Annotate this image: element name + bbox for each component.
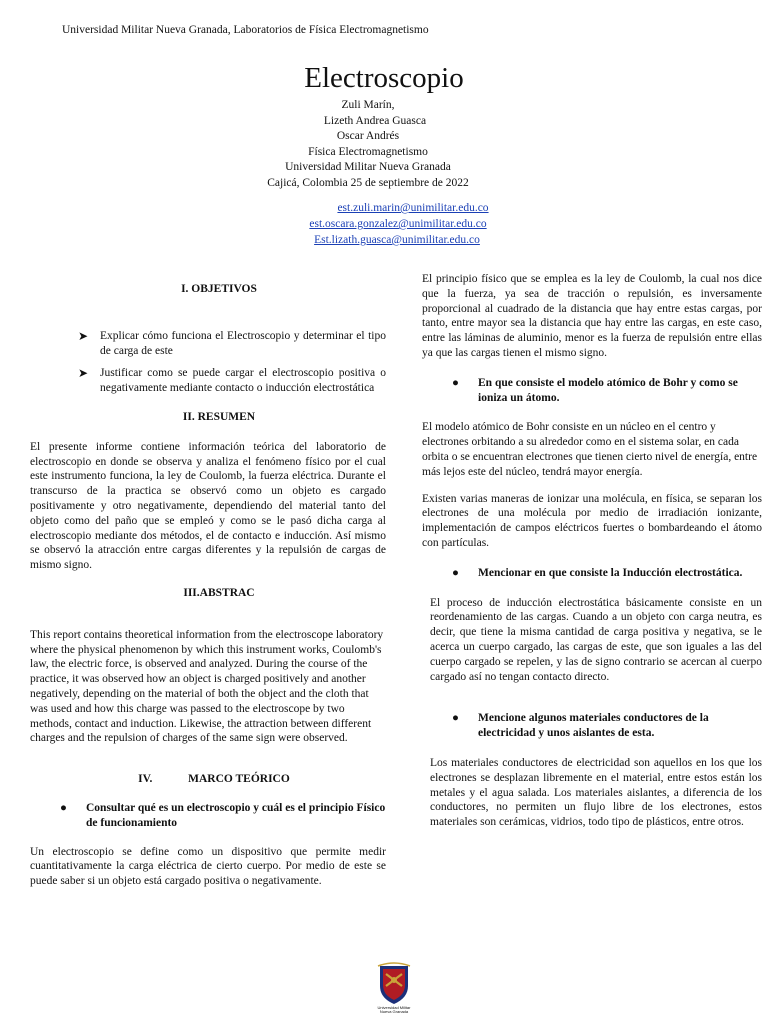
objective-item: ➤ Justificar como se puede cargar el electroscopio positiva o negativamente mediante contacto o inducción electrostática: [78, 366, 386, 395]
paper-title: Electroscopio: [304, 62, 464, 94]
question-item: ● En que consiste el modelo atómico de Bohr y como se ioniza un átomo.: [452, 376, 738, 404]
abstract-paragraph: This report contains theoretical information from the electroscope laboratory where the physical phenomenon by which this instrument works, Coulomb's law, the electric force, is observed and analyzed. During the course of the practice, it was observed how an object is charged positively and another negatively, depending on the material of both the object and the cloth that was used and how this charge was passed to the electroscope by two methods, contact and induction. Likewise, the attraction between different charges and the repulsion of charges of the same sign were observed.: [30, 628, 384, 745]
email-block: [0, 200, 766, 248]
email-link[interactable]: est.zuli.marin@unimilitar.edu.co: [337, 202, 489, 214]
question-item: ● Mencione algunos materiales conductores de la electricidad y unos aislantes de esta.: [452, 712, 709, 740]
objective-item: ➤ Explicar cómo funciona el Electroscopio y determinar el tipo de carga de este: [78, 328, 386, 357]
author-line: Lizeth Andrea Guasca: [323, 114, 427, 127]
author-line: Zuli Marín,: [341, 99, 395, 111]
bullet-icon: ●: [60, 801, 67, 814]
ionization-paragraph: Existen varias maneras de ionizar una molécula, en física, se separan los electrones de una molécula por medio de irradiación ionizante, implementación de campos eléctricos fuertes o bombardeando el átomo con partículas.: [422, 492, 762, 549]
place-date-line: Cajicá, Colombia 25 de septiembre de 2022: [267, 176, 469, 189]
email-link[interactable]: est.oscara.gonzalez@unimilitar.edu.co: [309, 218, 487, 230]
section-heading-objetivos: I. OBJETIVOS: [181, 283, 257, 295]
arrow-bullet-icon: ➤: [78, 328, 89, 343]
induction-paragraph: El proceso de inducción electrostática básicamente consiste en un reordenamiento de las cargas. Cuando a un objeto con carga neutra, es decir, que tiene la misma cantidad de carga positiva y negativa, se le acerca un cuerpo cargado, las cargas de este, que son iguales a las del cuerpo cargado se repelen, y las de signo contrario se acercan al cuerpo cargado así no tengan contacto directo.: [430, 596, 762, 683]
section-heading-resumen: II. RESUMEN: [182, 410, 256, 423]
marco-paragraph: Un electroscopio se define como un dispositivo que permite medir cuantitativamente la carga eléctrica de cierto cuerpo. Por medio de este se puede saber si un objeto está cargado positiva o negativamente.: [30, 845, 386, 888]
coulomb-paragraph: El principio físico que se emplea es la ley de Coulomb, la cual nos dice que la fuerza, ya sea de tracción o repulsión, es inversamente proporcional al cuadrado de la distancia que hay entre estas cargas, por tanto, entre mayor sea la distancia que hay entre las cargas, en este caso, entre las láminas de aluminio, menor es la fuerza de repulsión entre ellas ya que las cargas tienen el mismo signo.: [422, 273, 762, 359]
section-heading-abstrac: III.ABSTRAC: [183, 586, 255, 599]
question-item: ● Consultar qué es un electroscopio y cuál es el principio Físico de funcionamiento: [60, 801, 386, 829]
resumen-paragraph: El presente informe contiene información teórica del laboratorio de electroscopio en donde se observa y analiza el fenómeno físico por el cual este instrumento funciona, la ley de Coulomb, la fuerza eléctrica. Durante el transcurso de la practica se observó como un objeto es cargado positivamente y otro negativamente, dependiendo del material tanto del objeto como del paño que se empleó y como se le pasó dicha carga al electroscopio mediante dos métodos, el de contacto e inducción. Así mismo se observó la atracción entre cargas diferentes y la repulsión de cargas de mismo signo.: [30, 440, 386, 572]
arrow-bullet-icon: ➤: [78, 366, 89, 381]
running-header: Universidad Militar Nueva Granada, Laboratorios de Física Electromagnetismo: [62, 24, 429, 36]
materials-paragraph: Los materiales conductores de electricidad son aquellos en los que los electrones se desplazan libremente en el material, entre estos están los metales y el agua salada. Los materiales aislantes, a diferencia de los conductores, no permiten un flujo libre de los electrones, estos materiales son cerámicas, vidrios, todo tipo de plásticos, entre otros.: [430, 756, 762, 829]
section-title: MARCO TEÓRICO: [188, 773, 290, 786]
university-line: Universidad Militar Nueva Granada: [285, 161, 451, 173]
email-link[interactable]: Est.lizath.guasca@unimilitar.edu.co: [314, 234, 480, 246]
bullet-icon: ●: [452, 712, 459, 725]
bullet-icon: ●: [452, 376, 459, 389]
logo-caption: Universidad Militar Nueva Granada: [377, 1005, 411, 1014]
university-logo: [374, 962, 414, 1014]
section-number: IV.: [138, 773, 153, 786]
left-column: [30, 282, 386, 889]
section-heading-marco: [42, 772, 386, 787]
bohr-paragraph: El modelo atómico de Bohr consiste en un núcleo en el centro y electrones orbitando a su alrededor como en el sistema solar, en cada orbita o se encuentran electrones que tienen cierto nivel de energía, entre más lejos este del núcleo, tendrá mayor energía.: [422, 421, 758, 478]
bullet-icon: ●: [452, 566, 459, 579]
course-line: Física Electromagnetismo: [308, 145, 428, 158]
right-column: [422, 272, 762, 830]
author-line: Oscar Andrés: [336, 130, 400, 142]
author-block: [0, 98, 736, 191]
question-item: ● Mencionar en que consiste la Inducción electrostática.: [452, 566, 743, 579]
